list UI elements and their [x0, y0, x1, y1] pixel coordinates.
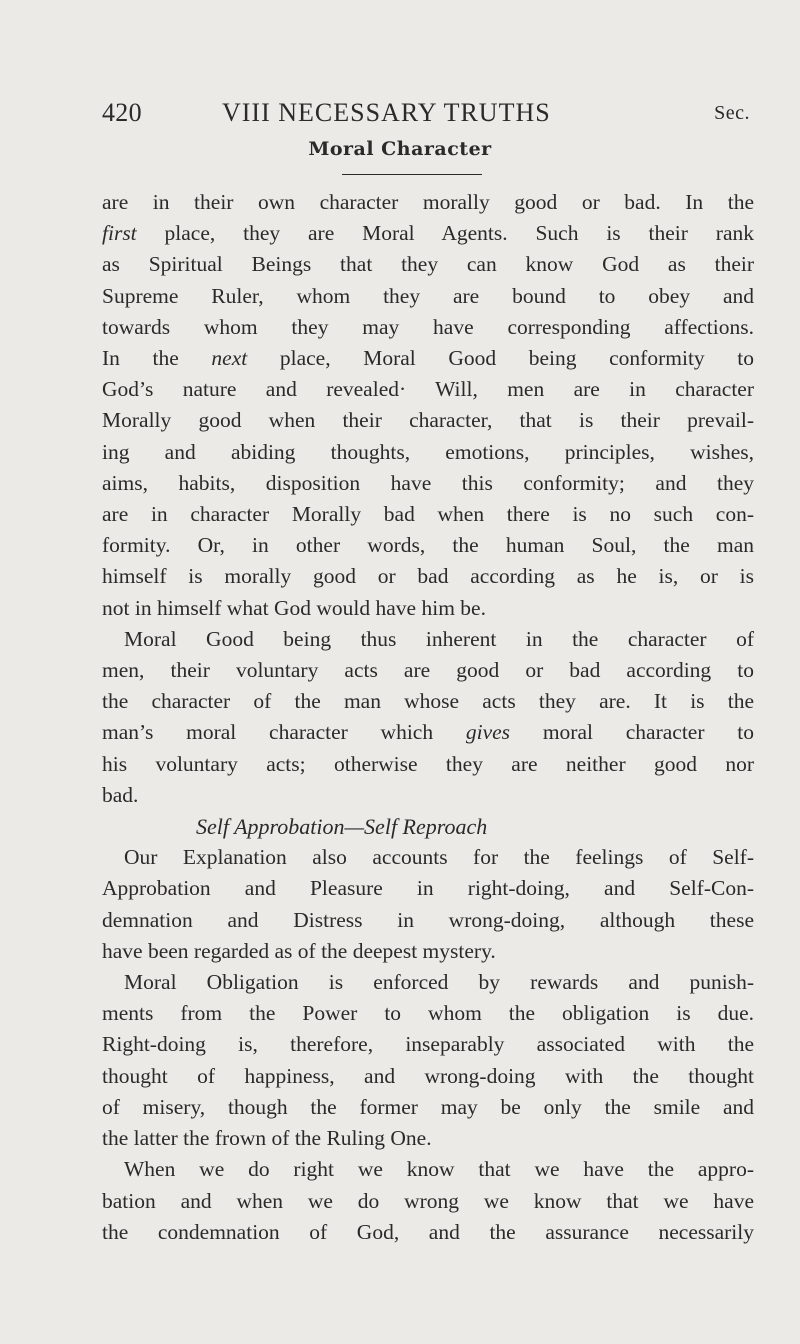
paragraph	[102, 624, 754, 811]
text-fragment: place, they are Moral Agents. Such is their rank	[164, 221, 755, 246]
text-line: his voluntary acts; otherwise they are neither good nor	[102, 751, 754, 776]
text-fragment: place, Moral Good being conformity to	[279, 346, 755, 371]
body-text	[102, 187, 754, 1248]
text-line: God’s nature and revealed· Will, men are in character	[102, 377, 754, 402]
text-line: Our Explanation also accounts for the feelings of Self-	[124, 845, 754, 870]
text-line: the latter the frown of the Ruling One.	[102, 1126, 432, 1151]
text-line: ing and abiding thoughts, emotions, principles, wishes,	[102, 439, 754, 464]
text-line: the condemnation of God, and the assurance necessarily	[102, 1219, 754, 1244]
text-line: bation and when we do wrong we know that we have	[102, 1188, 754, 1213]
text-line: formity. Or, in other words, the human Soul, the man	[102, 533, 754, 558]
running-head	[102, 98, 750, 138]
text-line: are in character Morally bad when there is no such con-	[102, 502, 754, 527]
text-line: ments from the Power to whom the obligation is due.	[102, 1001, 754, 1026]
text-line: the character of the man whose acts they are. It is the	[102, 689, 754, 714]
text-line: have been regarded as of the deepest mystery.	[102, 938, 496, 963]
text-line: Moral Good being thus inherent in the character of	[124, 626, 754, 651]
text-line	[102, 218, 754, 249]
text-line: Approbation and Pleasure in right-doing, and Self-Con-	[102, 876, 754, 901]
text-line: himself is morally good or bad according as he is, or is	[102, 564, 754, 589]
text-line: not in himself what God would have him be.	[102, 595, 486, 620]
text-line: as Spiritual Beings that they can know God as their	[102, 252, 754, 277]
text-fragment: In the	[102, 346, 179, 371]
text-line: thought of happiness, and wrong-doing with the thought	[102, 1063, 754, 1088]
paragraph	[102, 967, 754, 1154]
text-line: Morally good when their character, that is their prevail-	[102, 408, 754, 433]
emphasis: next	[211, 346, 248, 371]
emphasis: first	[102, 221, 137, 246]
emphasis: gives	[465, 720, 511, 745]
text-line	[102, 343, 754, 374]
text-line: When we do right we know that we have the appro-	[124, 1157, 754, 1182]
subheading-rule	[342, 174, 482, 175]
text-fragment: moral character to	[542, 720, 754, 745]
text-fragment: man’s moral character which	[102, 720, 434, 745]
text-line: of misery, though the former may be only the smile and	[102, 1094, 754, 1119]
paragraph	[102, 187, 754, 624]
text-line: Supreme Ruler, whom they are bound to obey and	[102, 283, 754, 308]
chapter-subheading: Moral Character	[308, 138, 492, 160]
text-line: aims, habits, disposition have this conformity; and they	[102, 470, 754, 495]
text-line: men, their voluntary acts are good or bad according to	[102, 658, 754, 683]
text-line: Right-doing is, therefore, inseparably associated with the	[102, 1032, 754, 1057]
text-line	[102, 717, 754, 748]
text-line: Moral Obligation is enforced by rewards and punish-	[124, 970, 754, 995]
text-line: towards whom they may have corresponding affections.	[102, 314, 754, 339]
section-heading: Self Approbation—Self Reproach	[196, 814, 488, 840]
text-line: demnation and Distress in wrong-doing, although these	[102, 907, 754, 932]
text-line: are in their own character morally good or bad. In the	[102, 190, 754, 214]
running-title: VIII NECESSARY TRUTHS	[222, 98, 551, 127]
page-number: 420	[102, 98, 142, 127]
section-abbrev: Sec.	[714, 102, 750, 124]
paragraph	[102, 842, 754, 967]
text-line: bad.	[102, 782, 139, 807]
paragraph	[102, 1154, 754, 1248]
